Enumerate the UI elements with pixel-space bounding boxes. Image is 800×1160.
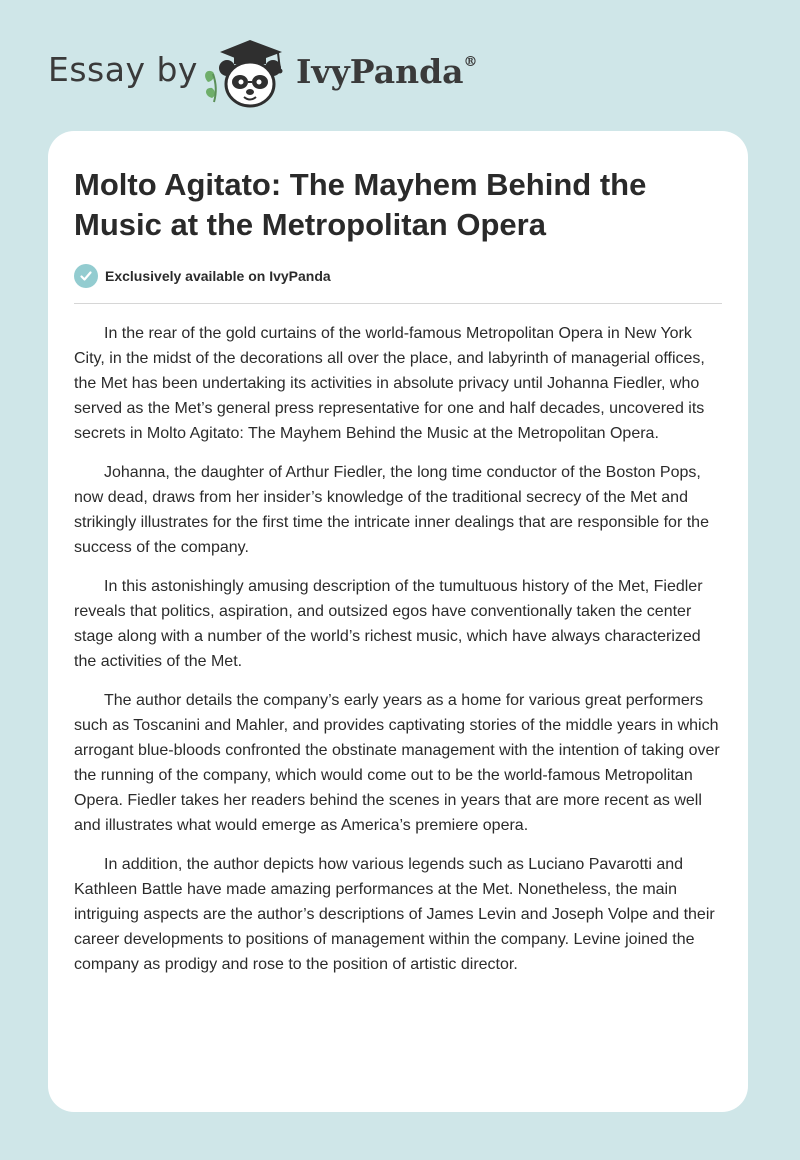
brand-name: IvyPanda® [296,52,478,91]
paragraph: In addition, the author depicts how various legends such as Luciano Pavarotti and Kathleen Battle have made amazing performances at the Met. Nonetheless, the main intriguing aspects are the author’s descriptions of James Levin and Joseph Volpe and their career developments to positions of management within the company. Levine joined the company as prodigy and rose to the position of artistic director. [74,856,715,973]
exclusive-badge-text: Exclusively available on IvyPanda [105,268,331,284]
essay-body [74,321,724,991]
paragraph: Johanna, the daughter of Arthur Fiedler, the long time conductor of the Boston Pops, now dead, draws from her insider’s knowledge of the traditional secrecy of the Met and strikingly illustrates for the first time the intricate inner dealings that are responsible for the success of the company. [74,464,709,556]
essay-by-label: Essay by [48,50,198,89]
paragraph: The author details the company’s early years as a home for various great performers such as Toscanini and Mahler, and provides captivating stories of the middle years in which arrogant blue-bloods confronted the obstinate management with the intention of taking over the running of the company, which would come out to be the world-famous Metropolitan Opera. Fiedler takes her readers behind the scenes in years that are more recent as well and illustrates what would emerge as America’s premiere opera. [74,692,720,834]
panda-graduate-icon [200,38,292,110]
essay-card [48,131,748,1112]
exclusive-badge [74,262,331,290]
site-header [0,0,800,130]
divider [74,303,722,304]
essay-title: Molto Agitato: The Mayhem Behind the Music at the Metropolitan Opera [74,167,647,242]
registered-mark: ® [463,54,478,70]
paragraph: In this astonishingly amusing description of the tumultuous history of the Met, Fiedler reveals that politics, aspiration, and outsized egos have conventionally taken the center stage along with a number of the world’s richest music, which have always characterized the activities of the Met. [74,578,703,670]
paragraph: In the rear of the gold curtains of the world-famous Metropolitan Opera in New York City, in the midst of the decorations all over the place, and labyrinth of managerial offices, the Met has been undertaking its activities in absolute privacy until Johanna Fiedler, who served as the Met’s general press representative for one and half decades, uncovered its secrets in Molto Agitato: The Mayhem Behind the Music at the Metropolitan Opera. [74,325,705,442]
check-icon [74,264,98,288]
